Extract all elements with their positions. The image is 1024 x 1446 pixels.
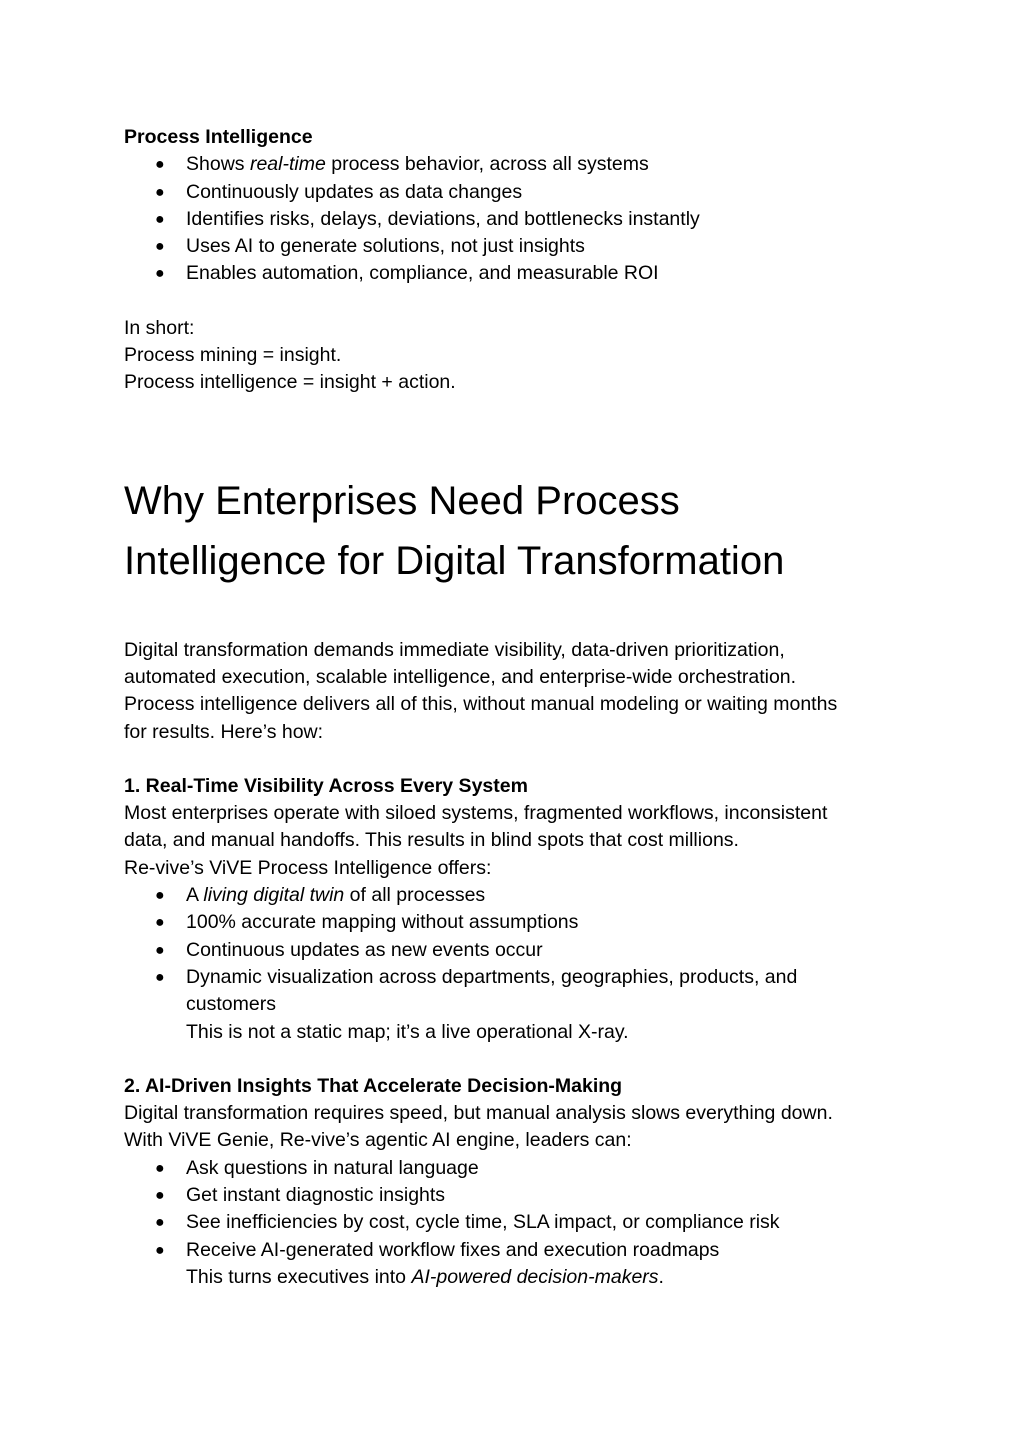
intro-line: Process intelligence delivers all of this, without manual modeling or waiting months — [124, 693, 838, 716]
text-span: Shows — [186, 153, 250, 176]
summary-line: In short: — [124, 316, 195, 339]
section-2-bullet-list — [124, 1155, 904, 1264]
intro-line: automated execution, scalable intelligence, and enterprise-wide orchestration. — [124, 665, 797, 688]
list-item — [124, 882, 904, 909]
list-item: ● Continuously updates as data changes — [124, 179, 904, 206]
section-2-heading: 2. AI-Driven Insights That Accelerate Decision-Making — [124, 1074, 623, 1097]
section-1-bullet-list — [124, 882, 904, 1018]
intro-line: for results. Here’s how: — [124, 720, 324, 743]
emphasis-text: living digital twin — [203, 884, 345, 907]
list-item: ● Identifies risks, delays, deviations, and bottlenecks instantly — [124, 206, 904, 233]
summary-line: Process intelligence = insight + action. — [124, 371, 456, 394]
main-heading — [124, 471, 904, 591]
list-item: ● Uses AI to generate solutions, not just insights — [124, 233, 904, 260]
document-page — [124, 124, 904, 1291]
emphasis-text: AI-powered decision-makers — [411, 1265, 659, 1288]
text-span: . — [658, 1265, 664, 1288]
main-heading-line: Why Enterprises Need Process — [124, 478, 680, 523]
emphasis-text: real-time — [249, 153, 326, 176]
list-item: ● Enables automation, compliance, and measurable ROI — [124, 260, 904, 287]
section-2-paragraph-line: With ViVE Genie, Re-vive’s agentic AI engine, leaders can: — [124, 1129, 632, 1152]
list-item: ● Get instant diagnostic insights — [124, 1182, 904, 1209]
section-1-paragraph-line: data, and manual handoffs. This results in blind spots that cost millions. — [124, 829, 739, 852]
summary-line: Process mining = insight. — [124, 344, 342, 367]
text-span: A — [186, 884, 204, 907]
text-span: of all processes — [344, 884, 486, 907]
text-span: Dynamic visualization across departments, geographies, products, and — [186, 965, 798, 988]
list-item: ● Ask questions in natural language — [124, 1155, 904, 1182]
pi-bullet-list — [124, 151, 904, 287]
list-item: ● Receive AI-generated workflow fixes and execution roadmaps — [124, 1237, 904, 1264]
text-span: This turns executives into — [186, 1265, 412, 1288]
list-item — [124, 964, 904, 1019]
section-1-note: This is not a static map; it’s a live operational X-ray. — [186, 1020, 629, 1043]
section-2-paragraph-line: Digital transformation requires speed, but manual analysis slows everything down. — [124, 1102, 833, 1125]
text-span: process behavior, across all systems — [325, 153, 649, 176]
list-item: ● See inefficiencies by cost, cycle time, SLA impact, or compliance risk — [124, 1209, 904, 1236]
list-item: ● 100% accurate mapping without assumptions — [124, 909, 904, 936]
list-item — [124, 151, 904, 178]
list-item: ● Continuous updates as new events occur — [124, 937, 904, 964]
text-span: customers — [186, 993, 276, 1016]
section-1-heading: 1. Real-Time Visibility Across Every System — [124, 774, 528, 797]
main-heading-line: Intelligence for Digital Transformation — [124, 538, 785, 583]
section-1-paragraph-line: Most enterprises operate with siloed systems, fragmented workflows, inconsistent — [124, 802, 828, 825]
section-2-note — [124, 1264, 904, 1291]
section-1-paragraph-line: Re-vive’s ViVE Process Intelligence offers: — [124, 856, 492, 879]
intro-line: Digital transformation demands immediate visibility, data-driven prioritization, — [124, 638, 785, 661]
pi-heading: Process Intelligence — [124, 126, 313, 148]
